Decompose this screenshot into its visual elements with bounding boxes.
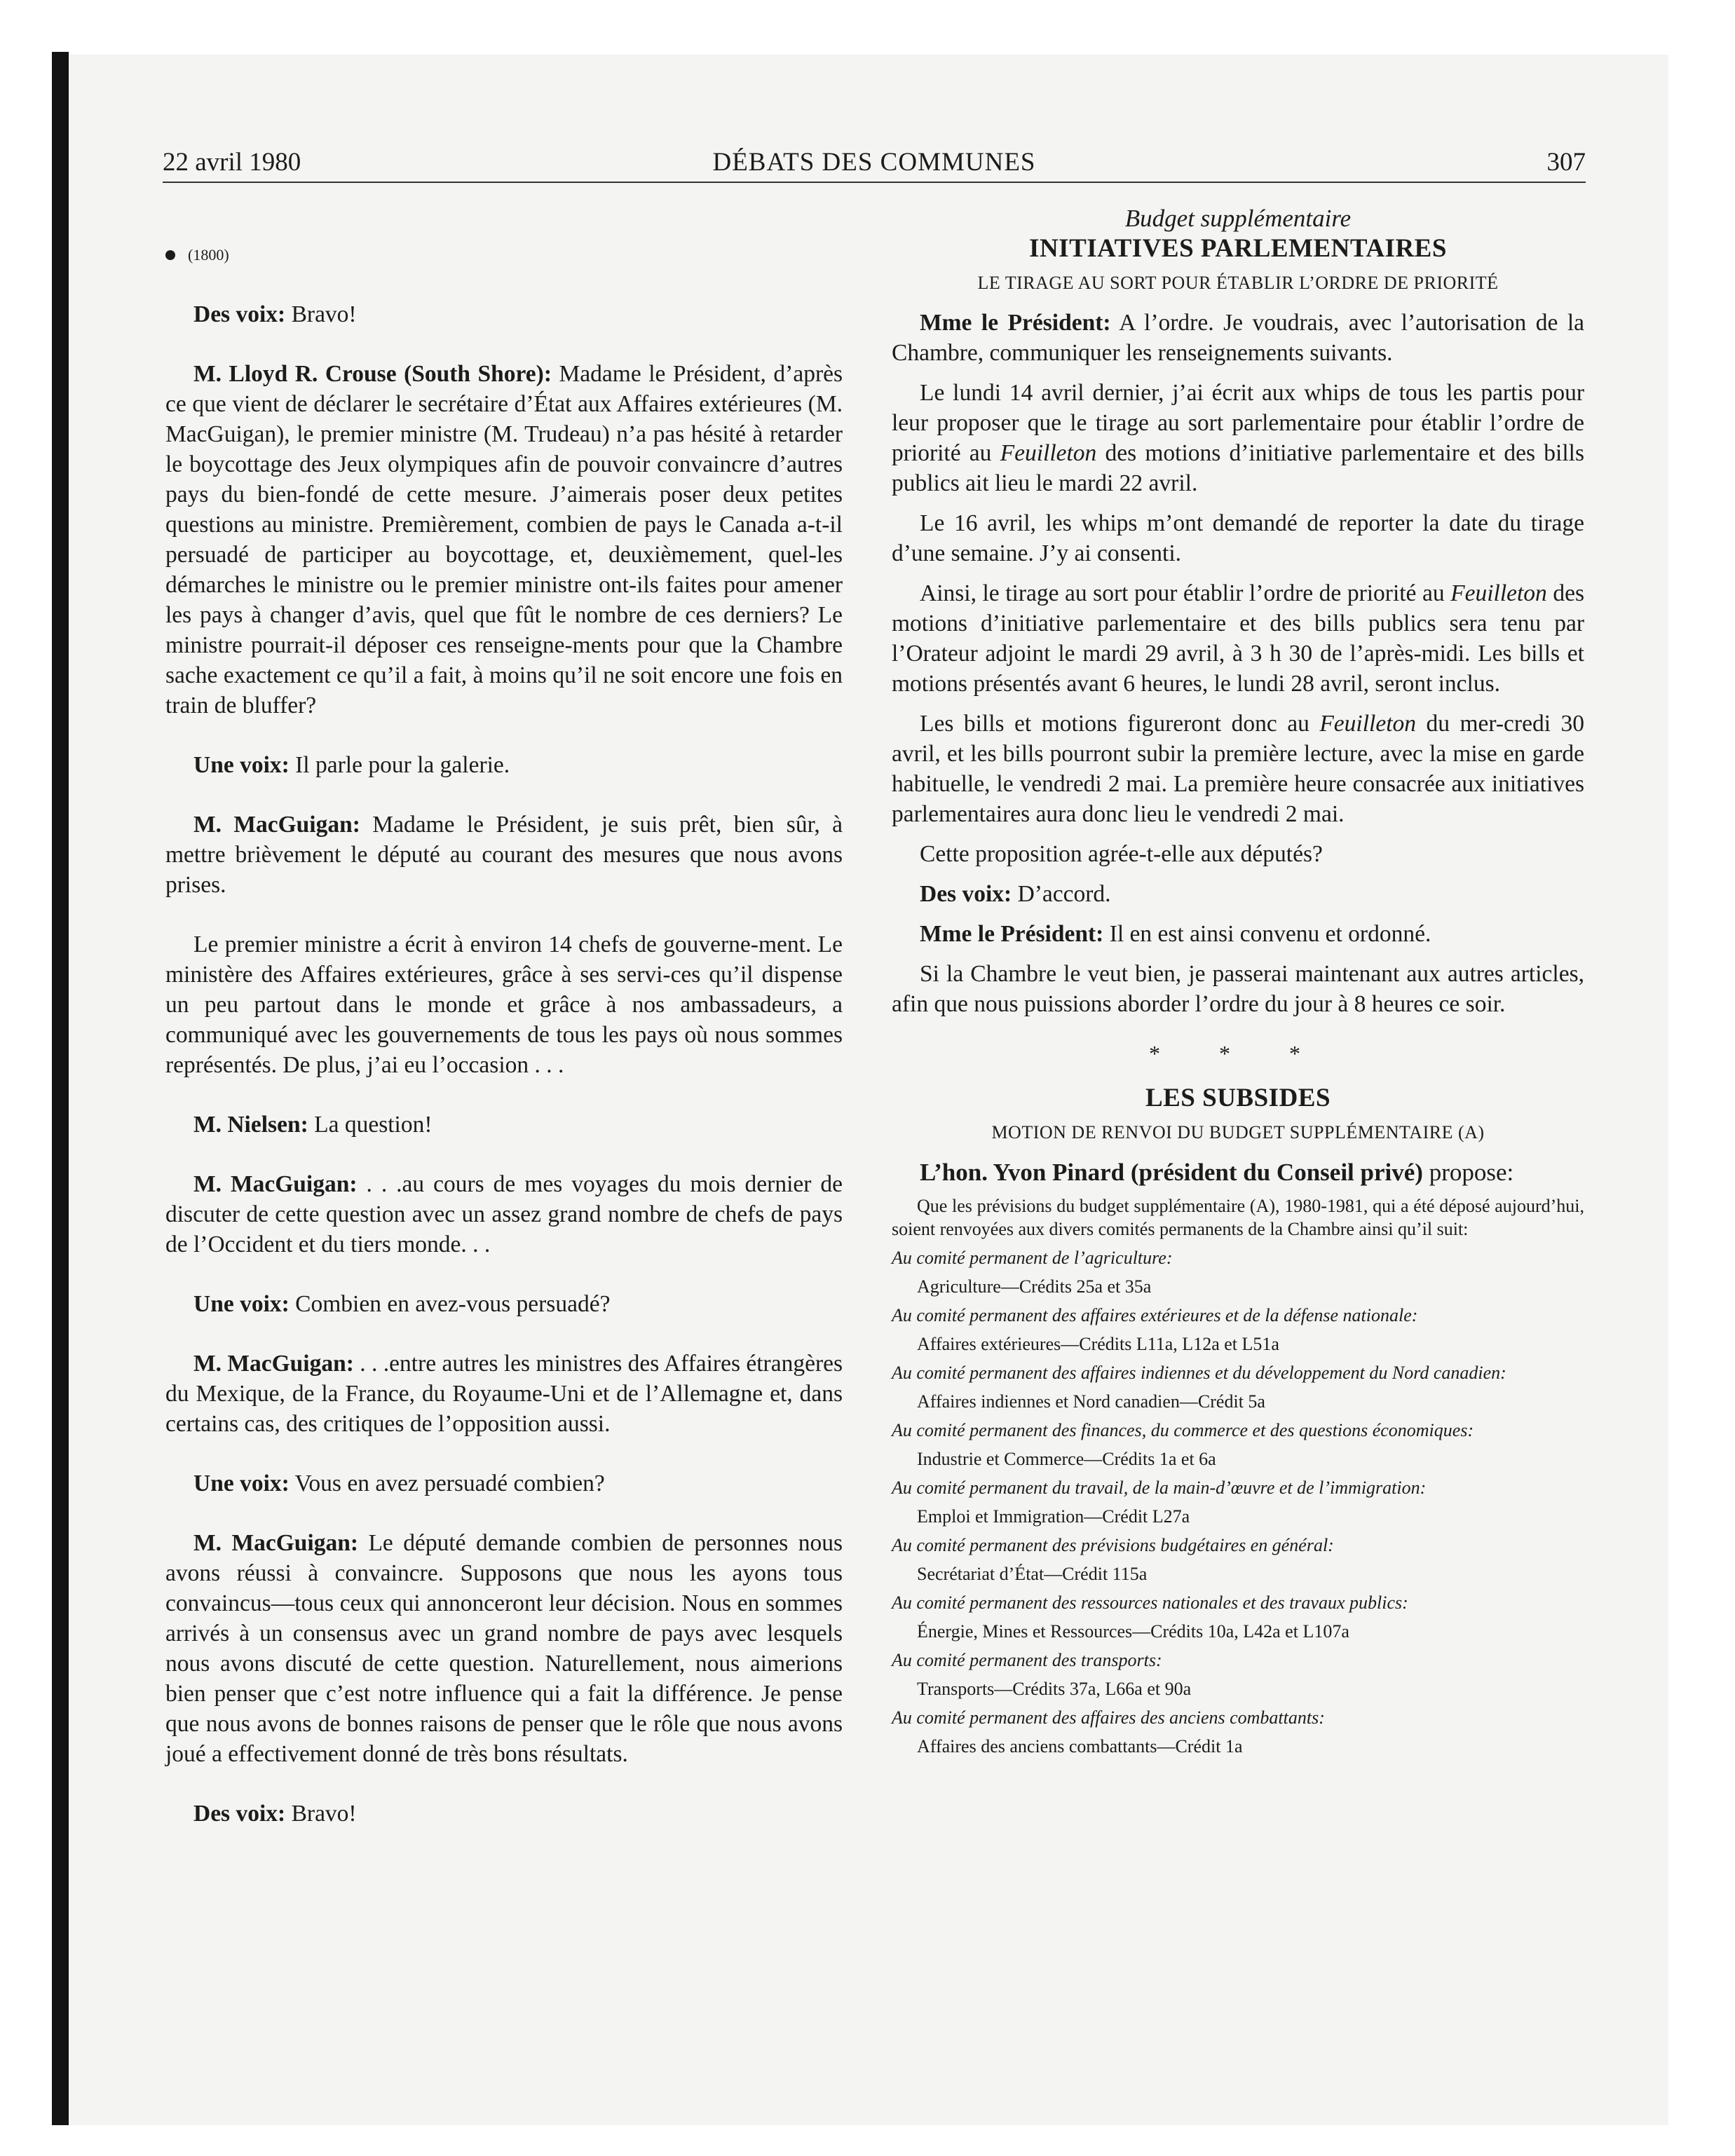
- header-title: DÉBATS DES COMMUNES: [712, 148, 1036, 177]
- committee-name: Au comité permanent des affaires extérieures et de la défense nationale:: [892, 1305, 1418, 1325]
- speech-paragraph: Si la Chambre le veut bien, je passerai maintenant aux autres articles, afin que nous puissions aborder l’ordre du jour à 8 heures ce soir.: [892, 961, 1584, 1017]
- speech-paragraph: [165, 359, 843, 721]
- italic-term: Feuilleton: [1000, 440, 1097, 466]
- committee-name: Au comité permanent des finances, du commerce et des questions économiques:: [892, 1420, 1474, 1440]
- speaker-name: M. MacGuigan:: [193, 1530, 358, 1556]
- section-rubric: Budget supplémentaire: [1124, 205, 1352, 232]
- speech-text: Ainsi, le tirage au sort pour établir l’ordre de priorité au: [920, 580, 1451, 606]
- committee-name: Au comité permanent de l’agriculture:: [892, 1248, 1173, 1268]
- speaker-name: Une voix:: [193, 1291, 290, 1317]
- speech-paragraph: Cette proposition agrée-t-elle aux députés?: [920, 841, 1323, 867]
- committee-name: Au comité permanent des prévisions budgétaires en général:: [892, 1535, 1334, 1555]
- speech-text: D’accord.: [1012, 881, 1111, 907]
- motion-text: Que les prévisions du budget supplémentaire (A), 1980-1981, qui a été déposé aujourd’hui, soient renvoyées aux divers comités permanents de la Chambre ainsi qu’il suit:: [892, 1196, 1584, 1239]
- speech-text: Il en est ainsi convenu et ordonné.: [1103, 921, 1431, 947]
- speech-text: Le lundi 14 avril dernier, j’ai écrit aux whips de tous les partis pour leur proposer que le tirage au sort parlementaire pour établir l’ordre de priorité au: [892, 380, 1584, 466]
- committee-votes: Affaires des anciens combattants—Crédit 1a: [917, 1736, 1243, 1756]
- speaker-name: L’hon. Yvon Pinard (président du Conseil privé): [920, 1159, 1423, 1186]
- speech-text: Combien en avez-vous persuadé?: [289, 1291, 611, 1317]
- speech-text: Le député demande combien de personnes nous avons réussi à convaincre. Supposons que nous les ayons tous convaincus—tous ceux qui annonceront leur décision. Nous en sommes arrivés à un consensus avec un grand nombre de pays avec lesquels nous avons discuté de cette question. Naturellement, nous aimerions bien penser que c’est notre influence qui a fait la différence. Je pense que nous avons de bonnes raisons de penser que le rôle que nous avons joué a effectivement donné de très bons résultats.: [165, 1530, 843, 1767]
- committee-votes: Industrie et Commerce—Crédits 1a et 6a: [917, 1449, 1216, 1469]
- speech-paragraph: [165, 750, 843, 780]
- header-rule: [163, 182, 1586, 183]
- speech-text: Bravo!: [285, 301, 357, 327]
- speech-paragraph: [165, 299, 843, 329]
- speaker-name: Des voix:: [193, 1801, 286, 1827]
- committee-votes: Énergie, Mines et Ressources—Crédits 10a, L42a et L107a: [917, 1621, 1349, 1642]
- italic-term: Feuilleton: [1450, 580, 1547, 606]
- speaker-name: M. Lloyd R. Crouse (South Shore):: [193, 361, 552, 387]
- speech-text: Bravo!: [285, 1801, 357, 1827]
- committee-name: Au comité permanent du travail, de la main-d’œuvre et de l’immigration:: [892, 1478, 1427, 1498]
- speech-text: des motions d’initiative parlementaire et des bills publics ait lieu le mardi 22 avril.: [892, 440, 1584, 496]
- running-header: [163, 147, 1586, 182]
- speech-text: Les bills et motions figureront donc au: [920, 711, 1320, 737]
- speech-paragraph: [165, 810, 843, 900]
- speech-text: des motions d’initiative parlementaire et des bills publics sera tenu par l’Orateur adjoint le mardi 29 avril, à 3 h 30 de l’après-midi. Les bills et motions présentés avant 6 heures, le lundi 28 avril, seront inclus.: [892, 580, 1585, 697]
- speech-paragraph: [892, 578, 1584, 699]
- speech-paragraph: Le 16 avril, les whips m’ont demandé de reporter la date du tirage d’une semaine. J’y ai consenti.: [892, 510, 1584, 566]
- speaker-name: M. MacGuigan:: [193, 1351, 354, 1377]
- right-column: [892, 203, 1584, 1758]
- committee-votes: Agriculture—Crédits 25a et 35a: [917, 1276, 1152, 1297]
- speaker-name: M. MacGuigan:: [193, 1171, 358, 1197]
- committee-votes: Secrétariat d’État—Crédit 115a: [917, 1564, 1148, 1584]
- scan-binding-edge: [52, 52, 69, 2125]
- section-separator: * * *: [1149, 1041, 1327, 1066]
- speech-text: Madame le Président, je suis prêt, bien sûr, à mettre brièvement le député au courant des mesures que nous avons prises.: [165, 812, 843, 898]
- speaker-name: M. MacGuigan:: [193, 812, 360, 838]
- speech-paragraph: [165, 1468, 843, 1499]
- section-subheading: MOTION DE RENVOI DU BUDGET SUPPLÉMENTAIRE (A): [991, 1122, 1485, 1142]
- section-heading: INITIATIVES PARLEMENTAIRES: [1029, 234, 1447, 263]
- speech-paragraph: [165, 1169, 843, 1260]
- page-number: 307: [1546, 148, 1586, 177]
- committee-votes: Affaires extérieures—Crédits L11a, L12a et L51a: [917, 1334, 1279, 1354]
- speech-paragraph: Le premier ministre a écrit à environ 14 chefs de gouverne-ment. Le ministère des Affaires extérieures, grâce à ses servi-ces qu’il dispense un peu partout dans le monde et grâce à nos ambassadeurs, a communiqué avec les gouvernements de tous les pays où nous sommes représentés. De plus, j’ai eu l’occasion . . .: [165, 932, 843, 1078]
- speech-text: propose:: [1422, 1159, 1514, 1186]
- speaker-name: Une voix:: [193, 752, 290, 778]
- speaker-name: Des voix:: [920, 881, 1012, 907]
- speaker-name: Mme le Président:: [920, 310, 1111, 336]
- timestamp: [165, 240, 843, 270]
- committee-name: Au comité permanent des transports:: [892, 1650, 1162, 1670]
- timestamp-text: (1800): [188, 246, 229, 264]
- speech-paragraph: [165, 1799, 843, 1829]
- speaker-name: Mme le Président:: [920, 921, 1104, 947]
- speech-paragraph: [892, 919, 1584, 949]
- committee-name: Au comité permanent des ressources nationales et des travaux publics:: [892, 1592, 1408, 1613]
- bullet-icon: [165, 250, 175, 260]
- committee-list: [892, 1246, 1584, 1758]
- speech-paragraph: [892, 378, 1584, 498]
- speech-text: Vous en avez persuadé combien?: [289, 1471, 605, 1496]
- committee-votes: Emploi et Immigration—Crédit L27a: [917, 1506, 1190, 1527]
- italic-term: Feuilleton: [1319, 711, 1417, 737]
- speech-text: . . .au cours de mes voyages du mois dernier de discuter de cette question avec un assez grand nombre de chefs de pays de l’Occident et du tiers monde. . .: [165, 1171, 843, 1257]
- speech-paragraph: [165, 1528, 843, 1769]
- committee-votes: Transports—Crédits 37a, L66a et 90a: [917, 1679, 1192, 1699]
- committee-name: Au comité permanent des affaires indiennes et du développement du Nord canadien:: [892, 1363, 1506, 1383]
- section-subheading: LE TIRAGE AU SORT POUR ÉTABLIR L’ORDRE DE PRIORITÉ: [977, 273, 1499, 293]
- committee-votes: Affaires indiennes et Nord canadien—Crédit 5a: [917, 1391, 1265, 1412]
- speaker-name: M. Nielsen:: [193, 1112, 308, 1138]
- speech-paragraph: [892, 1157, 1584, 1187]
- speech-text: Il parle pour la galerie.: [289, 752, 510, 778]
- speaker-name: Une voix:: [193, 1471, 290, 1496]
- speech-paragraph: [892, 709, 1584, 829]
- speech-text: . . .entre autres les ministres des Affaires étrangères du Mexique, de la France, du Royaume-Uni et de l’Allemagne et, dans certains cas, des critiques de l’opposition aussi.: [165, 1351, 843, 1437]
- speech-text: La question!: [308, 1112, 433, 1138]
- speech-text: du mer-credi 30 avril, et les bills pourront subir la première lecture, avec la mise en garde habituelle, le vendredi 2 mai. La première heure consacrée aux initiatives parlementaires aura donc lieu le vendredi 2 mai.: [892, 711, 1584, 827]
- speech-paragraph: [165, 1110, 843, 1140]
- section-heading: LES SUBSIDES: [1145, 1084, 1331, 1112]
- speaker-name: Des voix:: [193, 301, 286, 327]
- speech-paragraph: [892, 879, 1584, 909]
- header-date: 22 avril 1980: [163, 148, 301, 177]
- committee-name: Au comité permanent des affaires des anciens combattants:: [892, 1707, 1325, 1728]
- left-column: [165, 203, 843, 1829]
- speech-text: Madame le Président, d’après ce que vient de déclarer le secrétaire d’État aux Affaires extérieures (M. MacGuigan), le premier ministre (M. Trudeau) n’a pas hésité à retarder le boycottage des Jeux olympiques afin de pouvoir convaincre d’autres pays du bien-fondé de cette mesure. J’aimerais poser deux petites questions au ministre. Premièrement, combien de pays le Canada a-t-il persuadé de participer au boycottage, et, deuxièmement, quel-les démarches le ministre ou le premier ministre ont-ils faites pour amener les pays à changer d’avis, quel que fût le nombre de ces derniers? Le ministre pourrait-il déposer ces renseigne-ments pour que la Chambre sache exactement ce qu’il a fait, à moins qu’il ne soit encore une fois en train de bluffer?: [165, 361, 843, 718]
- speech-text: A l’ordre. Je voudrais, avec l’autorisation de la Chambre, communiquer les renseignements suivants.: [892, 310, 1584, 366]
- speech-paragraph: [165, 1349, 843, 1439]
- speech-paragraph: [165, 1289, 843, 1319]
- speech-paragraph: [892, 308, 1584, 368]
